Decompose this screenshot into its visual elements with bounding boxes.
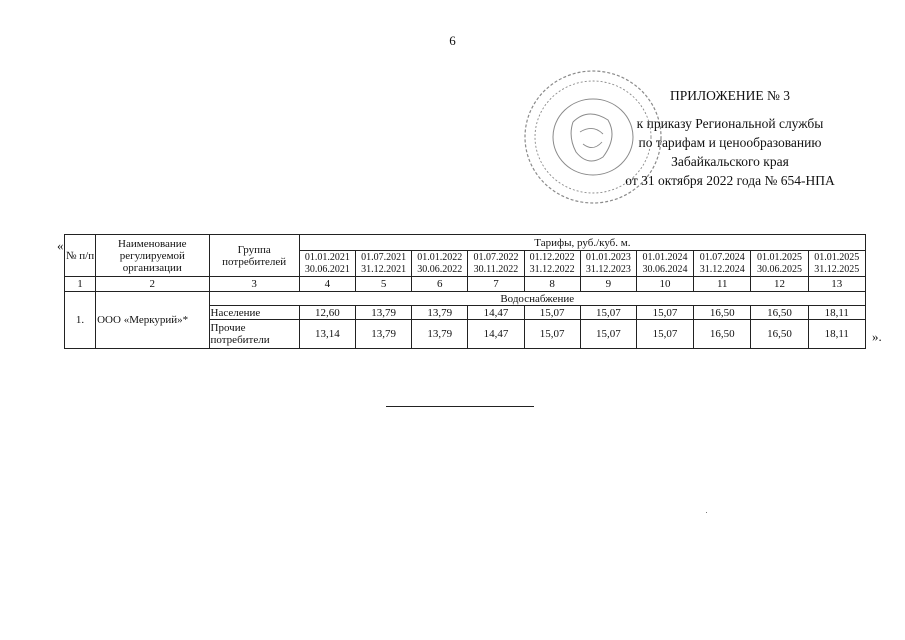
tariff-value: 18,11 xyxy=(808,320,865,349)
tariff-value: 13,79 xyxy=(356,306,412,320)
period-cell: 01.01.2025 31.12.2025 xyxy=(808,251,865,277)
header-consumer-group: Группа потребителей xyxy=(209,235,299,277)
section-water-supply: Водоснабжение xyxy=(209,292,866,306)
tariff-value: 13,79 xyxy=(412,306,468,320)
column-number: 6 xyxy=(412,277,468,292)
period-cell: 01.01.2025 30.06.2025 xyxy=(751,251,808,277)
tariff-value: 13,14 xyxy=(299,320,355,349)
period-cell: 01.01.2023 31.12.2023 xyxy=(580,251,636,277)
column-number: 10 xyxy=(636,277,693,292)
tariff-value: 16,50 xyxy=(694,320,751,349)
header-organization: Наименование регулируемой организации xyxy=(96,235,209,277)
appendix-line: по тарифам и ценообразованию xyxy=(638,135,822,150)
tariff-value: 14,47 xyxy=(468,306,524,320)
tariff-value: 15,07 xyxy=(636,306,693,320)
tariff-value: 16,50 xyxy=(751,306,808,320)
period-cell: 01.12.2022 31.12.2022 xyxy=(524,251,580,277)
tariff-value: 15,07 xyxy=(580,320,636,349)
header-number: № п/п xyxy=(65,235,96,277)
page-number: 6 xyxy=(449,33,456,48)
tariff-value: 16,50 xyxy=(751,320,808,349)
period-cell: 01.07.2021 31.12.2021 xyxy=(356,251,412,277)
appendix-line: Забайкальского края xyxy=(671,154,789,169)
opening-quote: « xyxy=(57,238,64,253)
consumer-group: Население xyxy=(209,306,299,320)
tariff-value: 15,07 xyxy=(636,320,693,349)
tariff-value: 14,47 xyxy=(468,320,524,349)
period-cell: 01.01.2021 30.06.2021 xyxy=(299,251,355,277)
period-cell: 01.01.2024 30.06.2024 xyxy=(636,251,693,277)
row-number: 1. xyxy=(65,292,96,349)
appendix-line: к приказу Региональной службы xyxy=(636,116,824,131)
appendix-title: ПРИЛОЖЕНИЕ № 3 xyxy=(669,88,791,103)
tariff-value: 13,79 xyxy=(412,320,468,349)
column-number: 9 xyxy=(580,277,636,292)
consumer-group: Прочие потребители xyxy=(209,320,299,349)
tariff-value: 13,79 xyxy=(356,320,412,349)
tariff-table xyxy=(64,234,866,349)
closing-quote: ». xyxy=(872,329,882,344)
scan-speck xyxy=(706,512,707,513)
tariff-value: 16,50 xyxy=(694,306,751,320)
column-number: 3 xyxy=(209,277,299,292)
period-cell: 01.01.2022 30.06.2022 xyxy=(412,251,468,277)
tariff-value: 15,07 xyxy=(580,306,636,320)
column-number: 1 xyxy=(65,277,96,292)
period-cell: 01.07.2022 30.11.2022 xyxy=(468,251,524,277)
column-number-row xyxy=(65,277,866,292)
tariff-value: 15,07 xyxy=(524,306,580,320)
column-number: 11 xyxy=(694,277,751,292)
column-number: 13 xyxy=(808,277,865,292)
period-cell: 01.07.2024 31.12.2024 xyxy=(694,251,751,277)
column-number: 7 xyxy=(468,277,524,292)
column-number: 2 xyxy=(96,277,209,292)
column-number: 8 xyxy=(524,277,580,292)
column-number: 12 xyxy=(751,277,808,292)
appendix-header xyxy=(600,86,860,190)
appendix-line: от 31 октября 2022 года № 654-НПА xyxy=(625,173,835,188)
organization-name: ООО «Меркурий»* xyxy=(96,292,209,349)
tariff-value: 18,11 xyxy=(808,306,865,320)
column-number: 5 xyxy=(356,277,412,292)
divider-line xyxy=(386,406,534,407)
header-tariffs: Тарифы, руб./куб. м. xyxy=(299,235,865,251)
column-number: 4 xyxy=(299,277,355,292)
tariff-value: 12,60 xyxy=(299,306,355,320)
tariff-value: 15,07 xyxy=(524,320,580,349)
